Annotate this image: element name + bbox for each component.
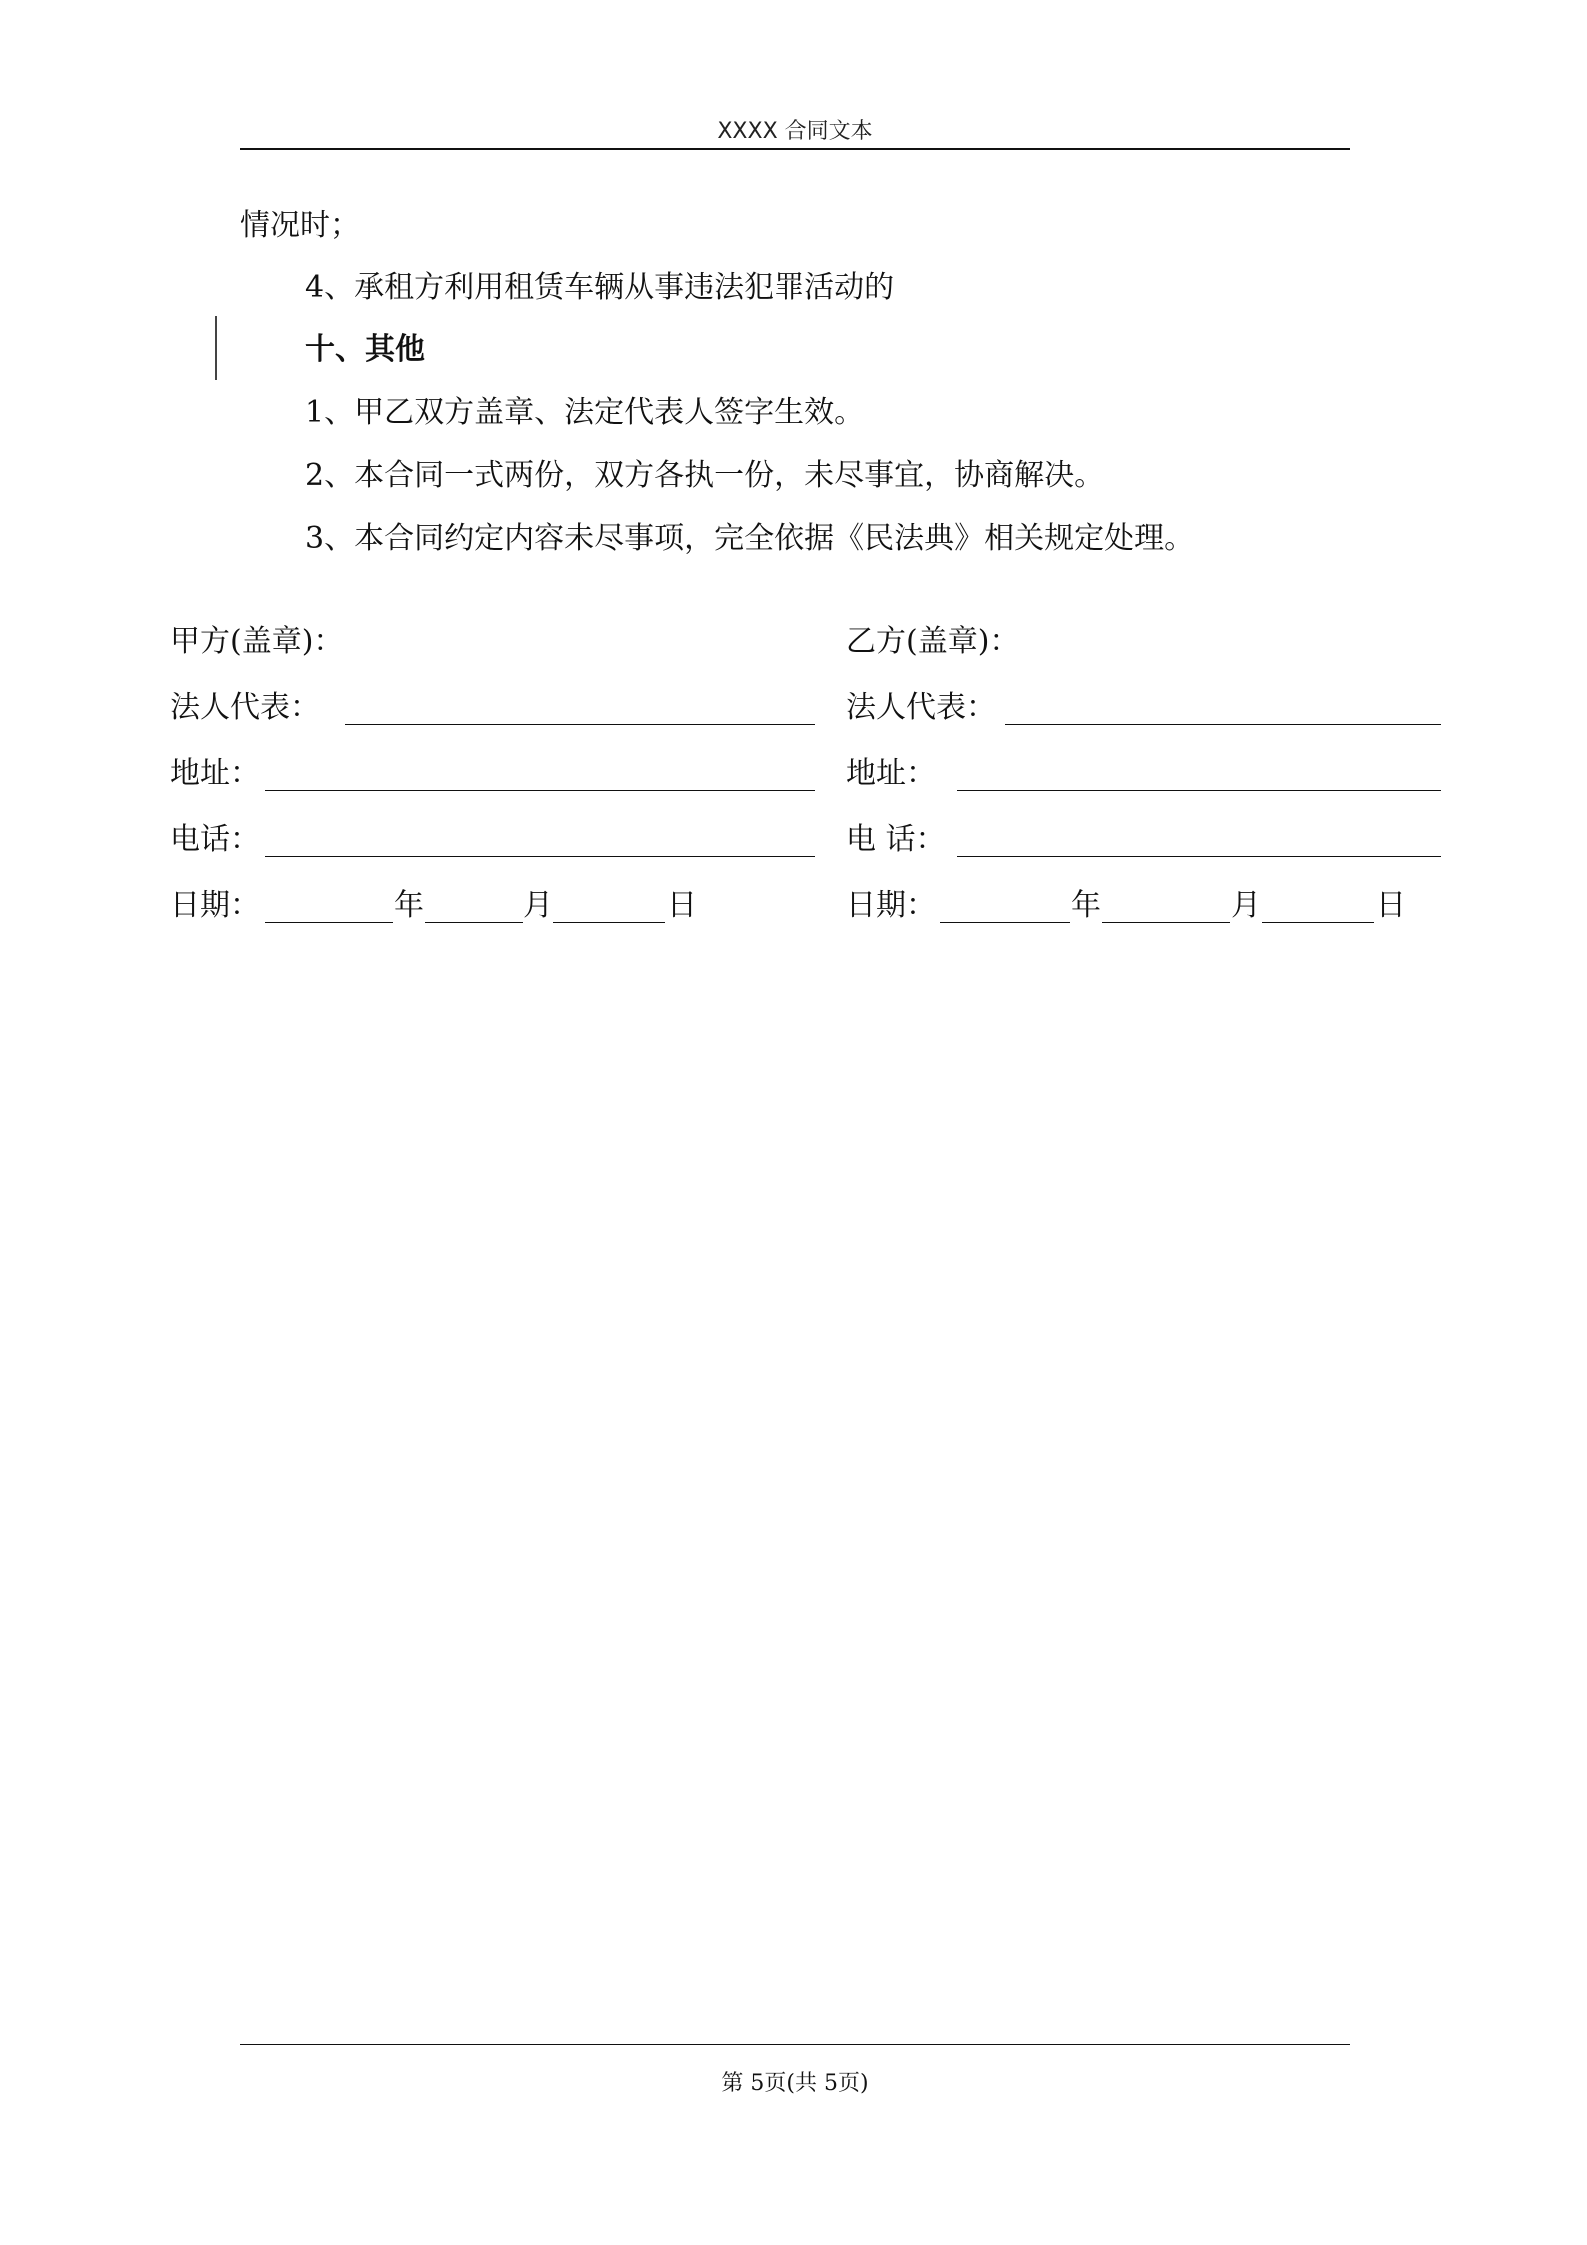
page-number: 第 5页(共 5页) (721, 2071, 869, 2096)
party-a-address-field[interactable] (265, 790, 815, 791)
party-b-year-label: 年 (1071, 888, 1101, 923)
party-a-month-label: 月 (523, 888, 553, 923)
header-divider (240, 148, 1350, 150)
party-a-rep-label: 法人代表： (170, 690, 320, 725)
party-b-month-field[interactable] (1102, 922, 1230, 923)
party-a-seal-label: 甲方(盖章)： (170, 624, 344, 659)
footer-divider (240, 2044, 1350, 2045)
party-a-month-field[interactable] (425, 922, 523, 923)
party-b-rep-field[interactable] (1005, 724, 1441, 725)
party-b-year-field[interactable] (940, 922, 1070, 923)
page-header-title: XXXX 合同文本 (717, 119, 873, 144)
section-heading-other: 十、其他 (305, 332, 425, 367)
party-b-rep-label: 法人代表： (846, 690, 996, 725)
party-b-month-label: 月 (1231, 888, 1261, 923)
body-line-clause-1: 1、甲乙双方盖章、法定代表人签字生效。 (305, 395, 865, 430)
revision-bar (215, 316, 217, 380)
party-a-phone-label: 电话： (170, 822, 260, 857)
party-a-address-label: 地址： (170, 756, 260, 791)
party-a-date-label: 日期： (170, 888, 260, 923)
body-line-2: 4、承租方利用租赁车辆从事违法犯罪活动的 (305, 270, 895, 305)
party-a-phone-field[interactable] (265, 856, 815, 857)
party-a-day-label: 日 (667, 888, 697, 923)
party-b-address-label: 地址： (846, 756, 936, 791)
party-a-day-field[interactable] (553, 922, 665, 923)
party-a-year-label: 年 (394, 888, 424, 923)
body-line-1: 情况时； (240, 208, 360, 243)
party-b-day-label: 日 (1376, 888, 1406, 923)
body-line-clause-2: 2、本合同一式两份，双方各执一份，未尽事宜，协商解决。 (305, 458, 1105, 493)
party-a-year-field[interactable] (265, 922, 393, 923)
party-b-day-field[interactable] (1262, 922, 1374, 923)
party-b-date-label: 日期： (846, 888, 936, 923)
party-b-phone-label: 电 话： (846, 822, 946, 857)
party-b-seal-label: 乙方(盖章)： (846, 624, 1020, 659)
party-a-rep-field[interactable] (345, 724, 815, 725)
body-line-clause-3: 3、本合同约定内容未尽事项，完全依据《民法典》相关规定处理。 (305, 521, 1195, 556)
party-b-phone-field[interactable] (957, 856, 1441, 857)
party-b-address-field[interactable] (957, 790, 1441, 791)
